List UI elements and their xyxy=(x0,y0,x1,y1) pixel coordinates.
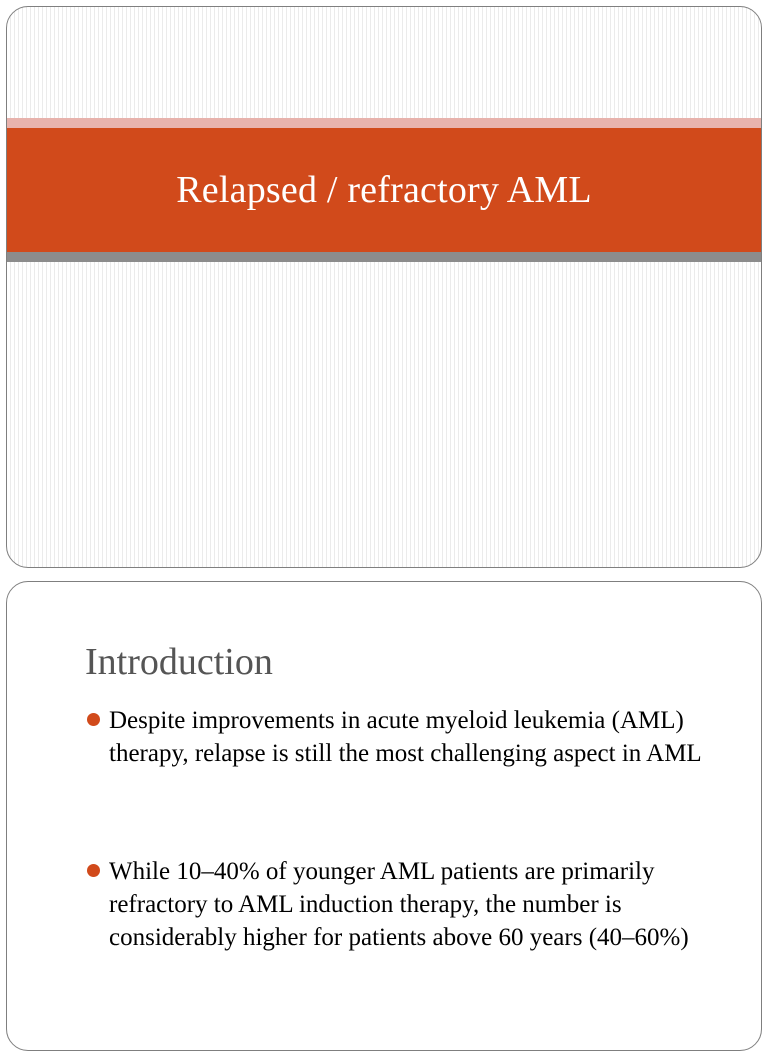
title-slide xyxy=(6,6,762,568)
bullet-item xyxy=(87,855,727,954)
introduction-slide xyxy=(6,581,762,1051)
slide-title: Relapsed / refractory AML xyxy=(176,169,592,211)
bullet-text: While 10–40% of younger AML patients are primarily refractory to AML induction therapy, the number is considerably higher for patients above 60 years (40–60%) xyxy=(109,858,689,951)
slide-heading: Introduction xyxy=(85,641,273,683)
bullet-dot-icon xyxy=(87,713,100,726)
title-top-accent-bar xyxy=(7,118,761,128)
bullet-item xyxy=(87,704,727,770)
bullet-list xyxy=(87,704,727,954)
title-band xyxy=(7,128,761,252)
bullet-dot-icon xyxy=(87,864,100,877)
title-bottom-accent-bar xyxy=(7,252,761,262)
bullet-text: Despite improvements in acute myeloid leukemia (AML) therapy, relapse is still the most challenging aspect in AML xyxy=(109,707,702,767)
